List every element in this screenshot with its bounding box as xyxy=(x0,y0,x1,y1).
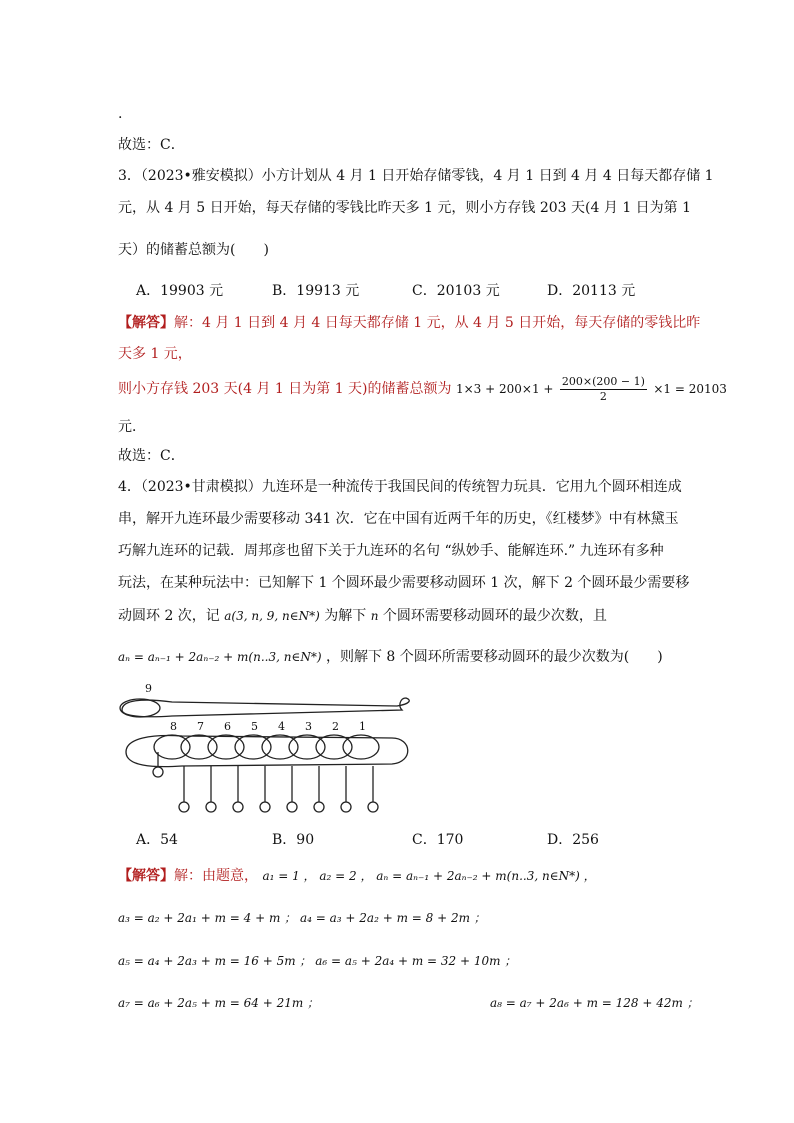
q3-answer-line4: 元． xyxy=(118,419,146,435)
rod-2-knob xyxy=(341,802,351,812)
q4-answer-tag: 【解答】 xyxy=(118,868,174,884)
q4-line5-b: 为解下 xyxy=(324,608,367,624)
figure-label-5: 5 xyxy=(251,720,258,733)
figure-label-1: 1 xyxy=(359,720,366,733)
figure-label-8: 8 xyxy=(170,720,177,733)
q3-answer-tag: 【解答】 xyxy=(118,315,174,331)
rod-6-knob xyxy=(233,802,243,812)
q3-line3: 天）的储蓄总额为( ) xyxy=(118,242,269,258)
q4-line2: 串，解开九连环最少需要移动 341 次．它在中国有近两千年的历史，《红楼梦》中有林黛玉 xyxy=(118,511,679,527)
q4-answer-line1 xyxy=(118,866,596,886)
q3-fraction xyxy=(560,375,647,404)
ring-1 xyxy=(343,735,379,759)
q3-formula-left: 1×3 + 200×1 + xyxy=(455,382,554,396)
q4-line6-math: aₙ = aₙ₋₁ + 2aₙ₋₂ + m(n..3, n∈N*) xyxy=(118,650,322,664)
ring-5 xyxy=(235,735,271,759)
figure-label-4: 4 xyxy=(278,720,285,733)
handle-bar xyxy=(122,698,409,717)
q4-option-c: C．170 xyxy=(412,832,464,848)
rod-3-knob xyxy=(314,802,324,812)
q4-line6-text: ，则解下 8 个圆环所需要移动圆环的最少次数为( ) xyxy=(325,649,663,665)
rod-4-knob xyxy=(287,802,297,812)
left-knob xyxy=(153,767,163,777)
q4-eq-row2 xyxy=(118,951,516,971)
q4-option-a: A．54 xyxy=(136,832,178,848)
ring-2 xyxy=(316,735,352,759)
figure-label-9: 9 xyxy=(145,682,152,695)
q3-option-d: D．20113 元 xyxy=(547,283,636,299)
q4-line5-c: 个圆环需要移动圆环的最少次数，且 xyxy=(382,608,607,624)
figure-label-3: 3 xyxy=(305,720,312,733)
figure-label-6: 6 xyxy=(224,720,231,733)
q4-answer-intro: 解：由题意， xyxy=(174,868,258,884)
q4-eq1: a₃ = a₂ + 2a₁ + m = 4 + m ； xyxy=(118,911,297,925)
ring-3 xyxy=(289,735,325,759)
figure-label-7: 7 xyxy=(197,720,204,733)
q4-eq4: a₆ = a₅ + 2a₄ + m = 32 + 10m ； xyxy=(315,954,517,968)
q3-choice: 故选：C． xyxy=(118,448,185,464)
rod-7-knob xyxy=(206,802,216,812)
q4-line1: 4．（2023•甘肃模拟）九连环是一种流传于我国民间的传统智力玩具．它用九个圆环相连成 xyxy=(118,479,682,495)
ring-9 xyxy=(120,699,160,717)
q4-answer-given: a₁ = 1 ， a₂ = 2 ， aₙ = aₙ₋₁ + 2aₙ₋₂ + m(n..3, n∈N*) ， xyxy=(262,869,596,883)
q4-line3: 巧解九连环的记载．周邦彦也留下关于九连环的名句 “纵妙手、能解连环.” 九连环有多种 xyxy=(118,543,664,559)
nine-rings-figure xyxy=(112,680,422,820)
q3-answer-text1: 解：4 月 1 日到 4 月 4 日每天都存储 1 元，从 4 月 5 日开始，每天存储的零钱比昨 xyxy=(174,315,701,331)
q2-choice: 故选：C． xyxy=(118,137,185,153)
top-dot: . xyxy=(118,106,123,122)
q3-line1: 3．（2023•雅安模拟）小方计划从 4 月 1 日开始存储零钱，4 月 1 日到 4 月 4 日每天都存储 1 xyxy=(118,168,714,184)
q3-option-c: C．20103 元 xyxy=(412,283,500,299)
q3-option-b: B．19913 元 xyxy=(272,283,360,299)
q4-option-b: B．90 xyxy=(272,832,315,848)
q4-line6 xyxy=(118,647,663,667)
q3-option-a: A．19903 元 xyxy=(136,283,224,299)
rod-8-knob xyxy=(179,802,189,812)
q3-answer-line3 xyxy=(118,374,727,404)
q3-line2: 元，从 4 月 5 日开始，每天存储的零钱比昨天多 1 元，则小方存钱 203 天(4 月 1 日为第 1 xyxy=(118,200,692,216)
q3-answer-line2: 天多 1 元， xyxy=(118,346,192,362)
q4-option-d: D．256 xyxy=(547,832,599,848)
ring-8 xyxy=(154,735,190,759)
q4-eq5: a₇ = a₆ + 2a₅ + m = 64 + 21m ； xyxy=(118,996,320,1010)
figure-label-2: 2 xyxy=(332,720,339,733)
ring-7 xyxy=(181,735,217,759)
q3-fraction-numerator: 200×(200 − 1) xyxy=(561,374,645,388)
q4-line5-n: n xyxy=(370,609,379,623)
ring-6 xyxy=(208,735,244,759)
q4-eq6: a₈ = a₇ + 2a₆ + m = 128 + 42m ； xyxy=(490,996,699,1010)
q4-line4: 玩法，在某种玩法中：已知解下 1 个圆环最少需要移动圆环 1 次，解下 2 个圆环最少需要移 xyxy=(118,575,690,591)
q3-fraction-denominator: 2 xyxy=(599,389,607,403)
rod-5-knob xyxy=(260,802,270,812)
q3-answer-text3: 则小方存钱 203 天(4 月 1 日为第 1 天)的储蓄总额为 xyxy=(118,381,452,397)
rod-1-knob xyxy=(368,802,378,812)
q4-eq-row1 xyxy=(118,908,486,928)
q3-answer-line1 xyxy=(118,313,700,333)
q4-line5-a: 动圆环 2 次，记 xyxy=(118,608,220,624)
q4-eq2: a₄ = a₃ + 2a₂ + m = 8 + 2m ； xyxy=(299,911,486,925)
q4-line5 xyxy=(118,606,607,626)
q4-line5-math: a(3, n, 9, n∈N*) xyxy=(224,609,320,623)
q3-formula-right: ×1 = 20103 xyxy=(653,382,727,396)
q4-eq3: a₅ = a₄ + 2a₃ + m = 16 + 5m ； xyxy=(118,954,312,968)
ring-4 xyxy=(262,735,298,759)
